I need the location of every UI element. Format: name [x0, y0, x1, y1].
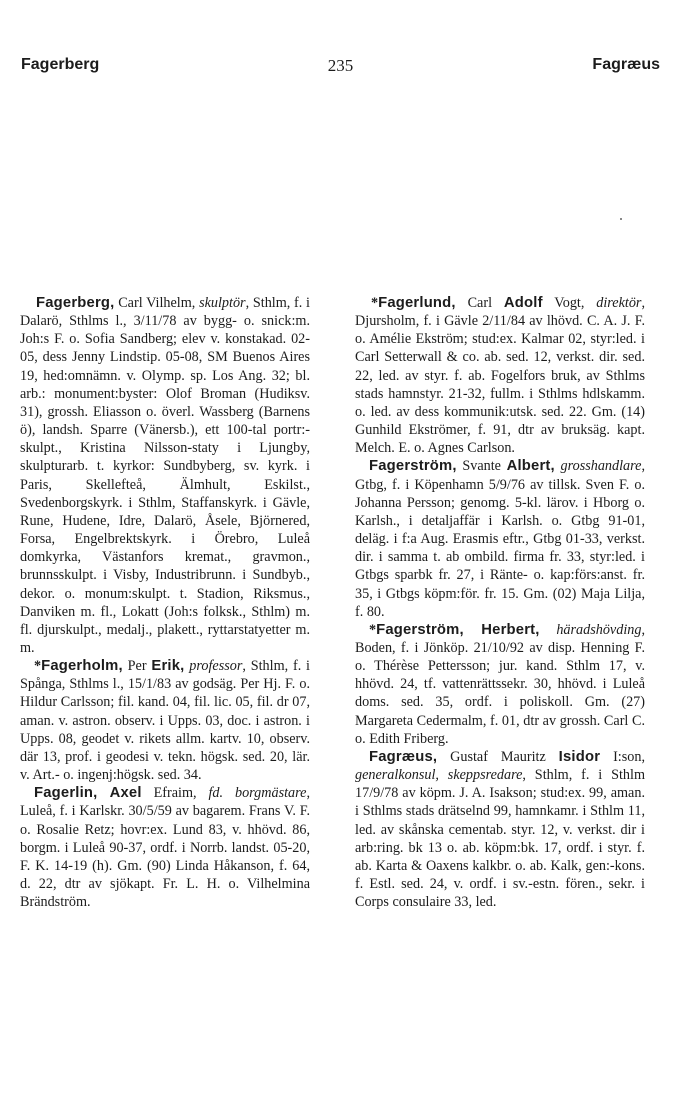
- entry-surname: Fagerström, Herbert,: [376, 621, 540, 638]
- entry-given-names: Svante: [456, 458, 507, 475]
- entry-body: , Sthlm, f. i Dalarö, Sthlms l., 3/11/78 av bygg- o. snick:m. Joh:s F. o. Sofia Sandberg; elev v. konstakad. 02-05, dess Jenny Lindstip. 05-08, SM Buenos Aires 19, hed:omnämn. v. Olymp. sp. Los Ang. 32; bl. arb.: monument:byster: Olof Broman (Hudiksv. 31), grossh. Eliasson o. överl. Wassberg (Barnens ö), landsh. Sparre (Vänersb.), ett 100-tal portr:-skulpt., Kristina Nilsson-staty i Ljungby, skulpturarb. t. kyrkor: Sundbyberg, sv. kyrk. i Paris, Skellefteå, Älmhult, Eskilst., Svedenborgskyrk. i Sthlm, Staffanskyrk. i Gävle, Rune, Hudene, Idre, Dalarö, Åsele, Björnered, Forsa, Engelbrektskyrk. i Örebro, Luleå domkyrka, Västanfors kremat., gravmon., brunnsskulpt. i Visby, Industribrunn. i Sundbyb., dekor. o. monum:skulpt. t. Stadion, Riksmus., Danviken m. fl., Lokatt (Joh:s folksk., Sthlm) m. fl. djurskulpt., medalj., plakett., ryttarstatyetter m. m.: [20, 295, 310, 656]
- entry-fagerholm: [20, 657, 310, 784]
- scan-speck: [620, 218, 622, 220]
- text-columns: [20, 294, 664, 1084]
- entry-surname: Fagerström,: [369, 458, 457, 475]
- entry-body: , Boden, f. i Jönköp. 21/10/92 av disp. Henning F. o. Thérèse Pettersson; jur. kand. Sthlm 17, v. hhövd. 24, tf. vattenrättssekr. 30, hhövd. i Luleå doms. sed. 35, ordf. i poliskoll. Gm. (27) Margareta Cedermalm, f. 01, dtr av grossh. Carl C. o. Edith Friberg.: [355, 621, 645, 747]
- entry-body: , Djursholm, f. i Gävle 2/11/84 av lhövd. C. A. J. F. o. Amélie Ekström; stud:ex. Kalmar 02, styr:led. i Carl Setterwall & co. ab. sed. 12, verkst. dir. sed. 22, led. av styr. f. ab. Fogelfors bruk, av Sthlms stads hamnstyr. 21-32, fullm. i Sthlms hdlskamm. o. led. av dess kommunik:utsk. sed. 22. Gm. (14) Gunhild Ekströmer, f. 91, dtr av bruksäg. kapt. Melch. E. o. Agnes Carlson.: [355, 295, 645, 457]
- entry-given-names: Carl Vilhelm,: [114, 295, 200, 311]
- entry-calling-name: Albert,: [506, 458, 555, 475]
- entry-marker: *: [34, 658, 42, 675]
- entry-body: , Luleå, f. i Karlskr. 30/5/59 av bagarem. Frans V. F. o. Rosalie Retz; hovr:ex. Lund 83, v. hhövd. 86, borgm. i Luleå 90-37, ordf. i Norrb. landst. 05-20, F. K. 14-19 (h). Gm. (90) Linda Håkanson, f. 64, d. 22, dtr av sjökapt. Fr. L. H. o. Vilhelmina Brändström.: [20, 785, 310, 911]
- entry-body: , Sthlm, f. i Spånga, Sthlms l., 15/1/83 av godsäg. Per Hj. F. o. Hildur Carlsson; fil. kand. 04, fil. lic. 05, fil. dr 07, aman. v. astron. observ. i Upps. 03, doc. i astron. i Upps. 08, geodet v. rikets allm. kartv. 10, observ. där 13, prof. i geodesi v. tekn. högsk. sed. 20, lär. v. Art.- o. ingenj:högsk. sed. 34.: [20, 658, 310, 784]
- entry-surname: Fagerberg,: [36, 295, 115, 311]
- entry-surname: Fagerholm,: [41, 658, 123, 675]
- entry-occupation: fd. borgmästare: [208, 785, 307, 802]
- header-right-guide-word: Fagræus: [592, 56, 660, 73]
- entry-calling-name: Isidor: [558, 748, 601, 765]
- right-column: [355, 294, 645, 911]
- entry-fagerstrom-herbert: [355, 621, 645, 748]
- entry-body: , Sthlm, f. i Sthlm 17/9/78 av köpm. J. A. Isakson; stud:ex. 99, aman. i Sthlms stads drätselnd 99, hamnkamr. i Sthlm 11, led. av skånska cementab. styr. 12, v. verkst. dir i arb:ring. bk 13 o. ab. köpm:bk. 17, ordf. i styr. f. ab. Karta & Oaxens kalkbr. o. ab. Kalk, gen:-kons. f. Estl. sed. 24, v. ordf. i sv.-estn. fören., sekr. i Corps consulaire 33, led.: [355, 767, 645, 911]
- entry-calling-name: Erik,: [151, 658, 185, 675]
- running-head: [21, 56, 660, 80]
- entry-given-names: Per: [122, 658, 152, 675]
- entry-occupation: professor: [189, 658, 243, 675]
- entry-surname: Fagerlund,: [378, 295, 456, 311]
- entry-surname: Fagerlin, Axel: [34, 785, 142, 802]
- entry-given-names-post: I:son,: [600, 748, 645, 765]
- entry-given-names-post: Vogt,: [542, 295, 597, 311]
- entry-given-names: Gustaf Mauritz: [437, 748, 559, 765]
- entry-occupation: skulptör: [199, 295, 246, 311]
- entry-occupation: direktör: [596, 295, 642, 311]
- entry-given-names: Carl: [455, 295, 504, 311]
- entry-occupation: grosshandlare: [560, 458, 642, 475]
- entry-given-names: [540, 622, 557, 638]
- entry-given-names: Efraim,: [141, 785, 209, 802]
- entry-fagerstrom-albert: [355, 457, 645, 620]
- entry-fagerberg: [20, 294, 310, 657]
- entry-surname: Fagræus,: [369, 748, 438, 765]
- left-column: [20, 294, 310, 911]
- page-number: 235: [327, 56, 354, 75]
- entry-marker: *: [371, 295, 379, 311]
- entry-marker: *: [369, 621, 377, 638]
- entry-occupation: generalkonsul, skeppsredare: [355, 767, 523, 784]
- entry-fagraeus: [355, 748, 645, 911]
- header-left-guide-word: Fagerberg: [21, 56, 100, 73]
- entry-body: , Gtbg, f. i Köpenhamn 5/9/76 av tillsk. Sven F. o. Johanna Persson; genomg. 5-kl. lärov. i Hborg o. Karlsh., i detaljaffär i Karlsh. o. Gtbg 91-01, deläg. i f:a Aug. Erasmis eftr., Gtbg 01-33, verkst. dir. i samma t. ab ombild. firma fr. 33, styr:led. i Gtbgs sparbk fr. 27, i Ränte- o. kap:förs:anst. fr. 35, i Gtbgs köpm:för. fr. 15. Gm. (02) Maja Lilja, f. 80.: [355, 458, 645, 620]
- entry-fagerlin: [20, 784, 310, 911]
- entry-occupation: häradshövding: [556, 621, 642, 638]
- entry-calling-name: Adolf: [503, 295, 543, 311]
- entry-fagerlund: [355, 294, 645, 457]
